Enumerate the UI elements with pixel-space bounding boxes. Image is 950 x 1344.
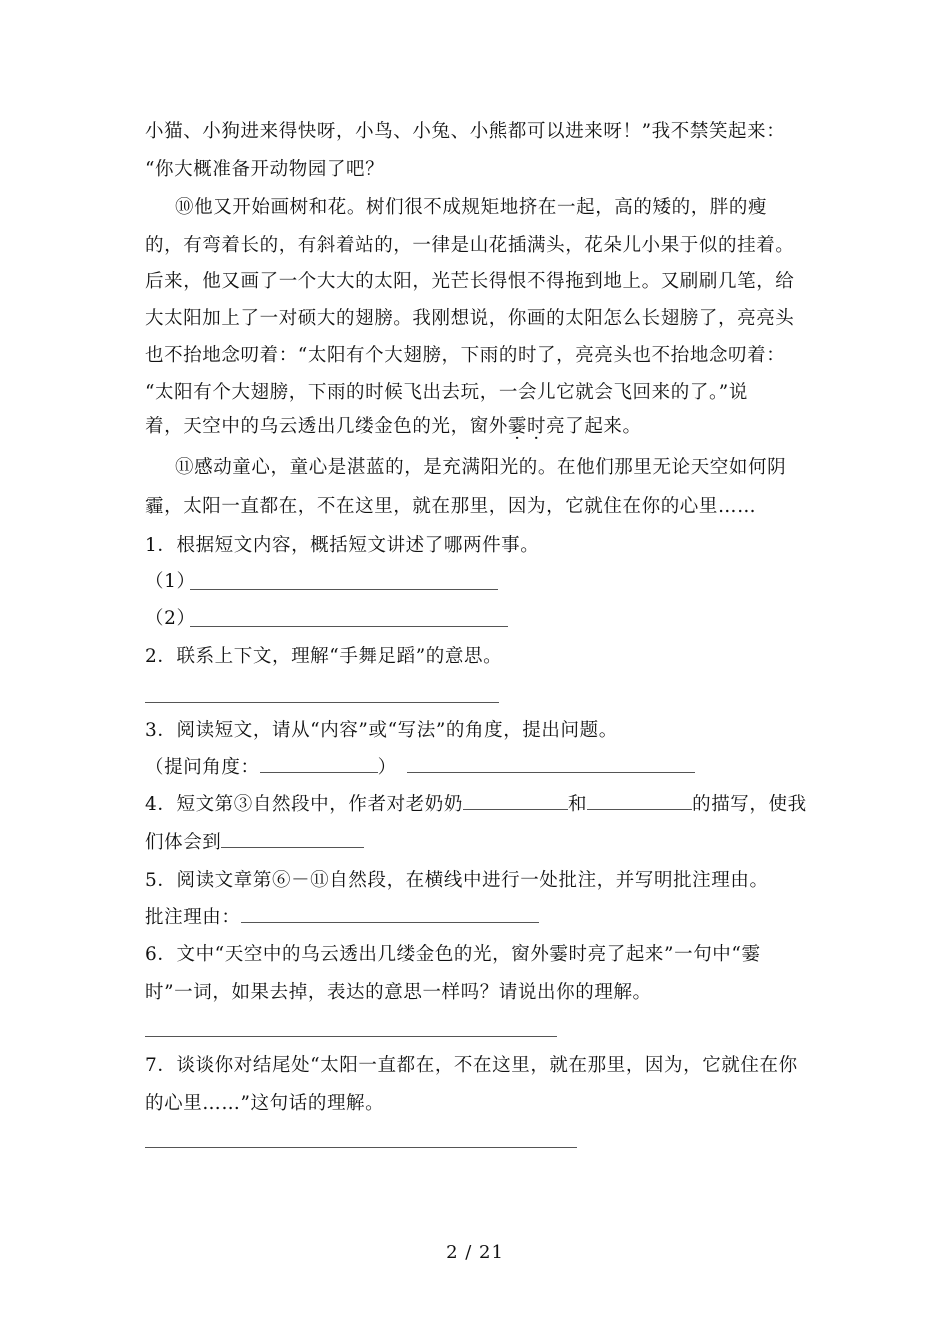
passage-text: 着，天空中的乌云透出几缕金色的光，窗外 [145,416,508,437]
emphasis-char: 时 [527,416,547,437]
passage-line: 大太阳加上了一对硕大的翅膀。我刚想说，你画的太阳怎么长翅膀了，亮亮头 [145,308,795,329]
question-3: 3．阅读短文，请从“内容”或“写法”的角度，提出问题。 [145,720,618,741]
answer-1-2-label: （2） [145,608,196,629]
answer-line [190,589,498,590]
angle-label: （提问角度： [145,757,260,778]
question-7-continued: 的心里……”这句话的理解。 [145,1093,385,1114]
answer-line [145,1147,577,1148]
answer-blank [241,908,539,923]
question-4-text: 们体会到 [145,832,222,853]
paragraph-10-start: ⑩他又开始画树和花。树们很不成规矩地挤在一起，高的矮的，胖的瘦 [175,197,768,218]
answer-line [145,702,499,703]
answer-blank [260,758,378,773]
question-6: 6．文中“天空中的乌云透出几缕金色的光，窗外霎时亮了起来”一句中“霎 [145,944,761,965]
question-7: 7．谈谈你对结尾处“太阳一直都在，不在这里，就在那里，因为，它就住在你 [145,1055,798,1076]
paragraph-11-start: ⑪感动童心，童心是湛蓝的，是充满阳光的。在他们那里无论天空如何阴 [175,457,787,478]
question-4-continued [145,831,364,855]
answer-line [190,626,508,627]
close-paren: ） [377,757,397,778]
answer-1-1-label: （1） [145,571,196,592]
answer-blank [407,758,695,773]
question-3-answer [145,756,695,780]
question-4-text: 4．短文第③自然段中，作者对老奶奶 [145,794,463,815]
answer-line [145,1036,557,1037]
page-number: 2 / 21 [446,1242,504,1263]
question-5: 5．阅读文章第⑥－⑪自然段，在横线中进行一处批注，并写明批注理由。 [145,870,769,891]
passage-line: 也不抬地念叨着：“太阳有个大翅膀，下雨的时了，亮亮头也不抬地念叨着： [145,345,786,366]
answer-blank [221,833,364,848]
answer-blank [587,795,692,810]
passage-line: 霾，太阳一直都在，不在这里，就在那里，因为，它就住在你的心里…… [145,496,757,517]
passage-text: 亮了起来。 [546,416,642,437]
passage-line [145,415,642,439]
question-4 [145,793,807,817]
emphasis-char: 霎 [507,416,528,437]
question-5-reason [145,906,539,930]
question-4-text: 的描写，使我 [692,794,807,815]
passage-line: 后来，他又画了一个大大的太阳，光芒长得恨不得拖到地上。又刷刷几笔，给 [145,271,795,292]
passage-line: 的，有弯着长的，有斜着站的，一律是山花插满头，花朵儿小果于似的挂着。 [145,235,795,256]
question-1: 1．根据短文内容，概括短文讲述了哪两件事。 [145,535,540,556]
question-4-and: 和 [567,794,588,815]
passage-line: 小猫、小狗进来得快呀，小鸟、小兔、小熊都可以进来呀！”我不禁笑起来： [145,121,786,142]
question-6-continued: 时”一词，如果去掉，表达的意思一样吗？请说出你的理解。 [145,982,652,1003]
reason-label: 批注理由： [145,907,241,928]
answer-blank [463,795,568,810]
question-2: 2．联系上下文，理解“手舞足蹈”的意思。 [145,646,503,667]
passage-line: “太阳有个大翅膀，下雨的时候飞出去玩，一会儿它就会飞回来的了。”说 [145,382,748,403]
passage-line: “你大概准备开动物园了吧？ [145,159,385,180]
